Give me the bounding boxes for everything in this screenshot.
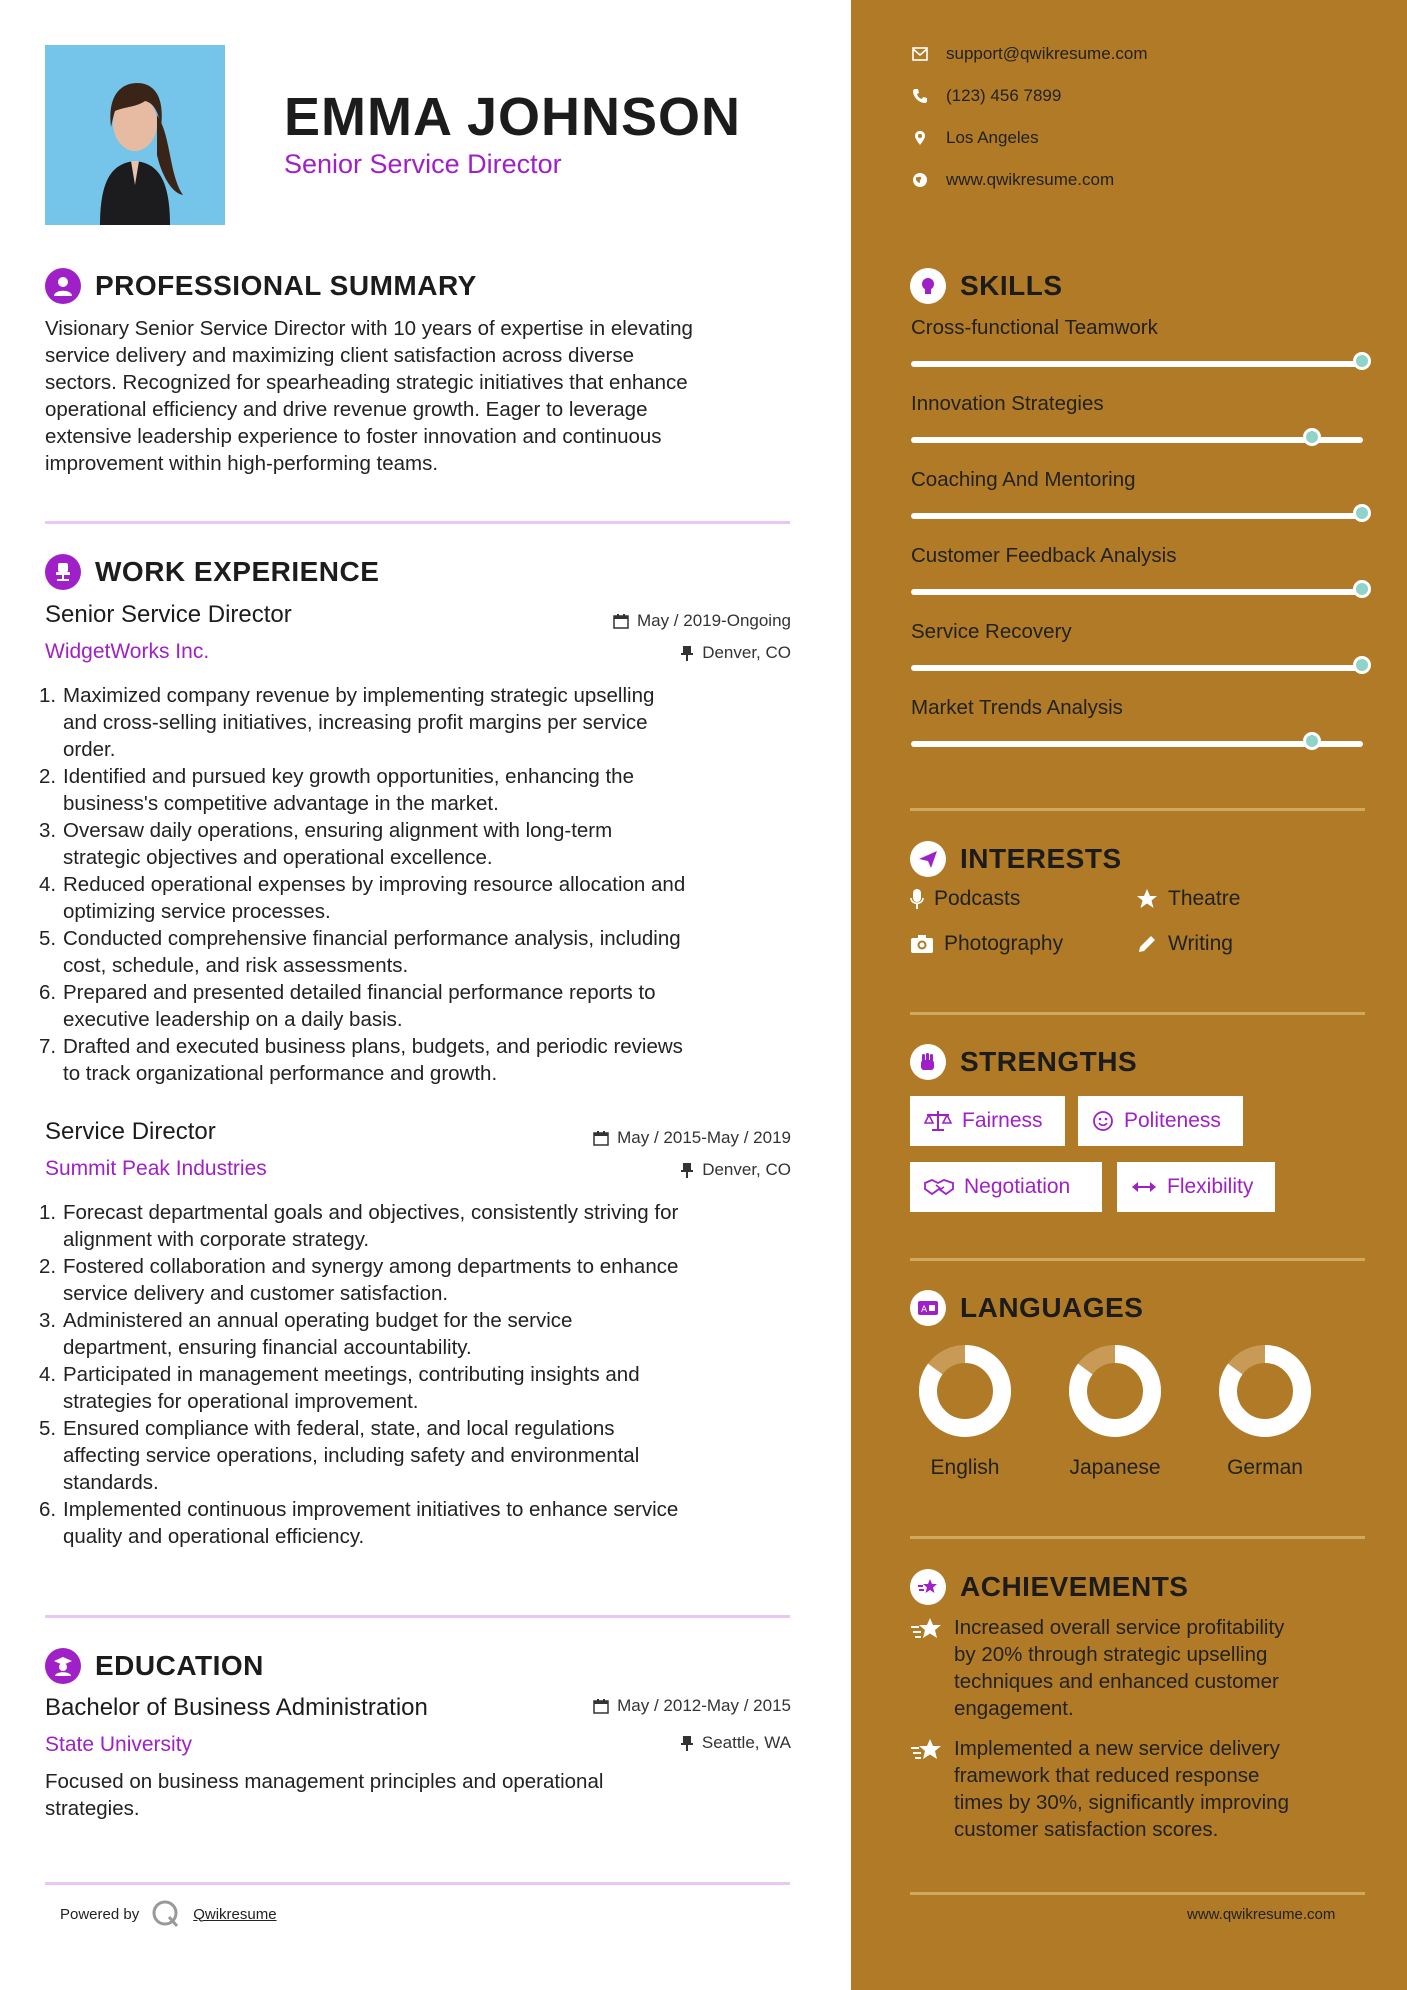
skill-label: Innovation Strategies: [911, 392, 1104, 415]
list-item: 5. Conducted comprehensive financial performance analysis, including cost, schedule, and risk assessments.: [45, 925, 825, 979]
skill-bar: [911, 741, 1363, 747]
contact-text: (123) 456 7899: [946, 86, 1062, 105]
achievement-line: by 20% through strategic upselling: [954, 1643, 1268, 1666]
calendar-icon: [613, 613, 629, 629]
skill-label: Market Trends Analysis: [911, 696, 1123, 719]
user-icon: [45, 268, 81, 304]
contact-text: www.qwikresume.com: [946, 170, 1115, 189]
list-item: 2. Identified and pursued key growth opportunities, enhancing the business's competitive advantage in the market.: [45, 763, 825, 817]
achievement-line: Increased overall service profitability: [954, 1616, 1285, 1639]
list-line: order.: [63, 738, 116, 761]
skill-label: Coaching And Mentoring: [911, 468, 1136, 491]
job-company: Summit Peak Industries: [45, 1157, 267, 1180]
achievement-text: [954, 1614, 1354, 1722]
list-item: 5. Ensured compliance with federal, state, and local regulations affecting service operations, including safety and environmental standards.: [45, 1415, 825, 1496]
pushpin-icon: [680, 1735, 694, 1751]
achievement-text: [954, 1735, 1354, 1843]
strengths-heading: [910, 1044, 1137, 1080]
job-date: [593, 1128, 791, 1148]
achievement-item: [910, 1614, 1354, 1722]
achievement-line: Implemented a new service delivery: [954, 1737, 1280, 1760]
skill-bar: [911, 437, 1363, 443]
pushpin-icon: [680, 1162, 694, 1178]
list-line: Drafted and executed business plans, budgets, and periodic reviews: [63, 1035, 683, 1058]
globe-icon: [912, 172, 928, 188]
list-line: Fostered collaboration and synergy among departments to enhance: [63, 1255, 679, 1278]
school-name: State University: [45, 1733, 193, 1756]
achievement-line: engagement.: [954, 1697, 1074, 1720]
star-icon: [1136, 888, 1158, 910]
list-line: business's competitive advantage in the market.: [63, 792, 499, 815]
skills-heading: [910, 268, 1063, 304]
language-ring: [917, 1343, 1013, 1439]
divider: [910, 1012, 1365, 1015]
achievements-heading: [910, 1569, 1188, 1605]
list-item: 3. Oversaw daily operations, ensuring alignment with long-term strategic objectives and operational excellence.: [45, 817, 825, 871]
language-item: [1055, 1343, 1175, 1480]
skill-bar: [911, 361, 1363, 367]
list-line: Oversaw daily operations, ensuring alignment with long-term: [63, 819, 613, 842]
education-location-text: Seattle, WA: [701, 1733, 791, 1752]
section-title: PROFESSIONAL SUMMARY: [95, 270, 477, 301]
divider: [910, 808, 1365, 811]
job-company: WidgetWorks Inc.: [45, 640, 210, 663]
language-item: [1205, 1343, 1325, 1480]
powered-by: [60, 1899, 277, 1929]
skill-level-knob[interactable]: [1353, 580, 1371, 598]
list-item: 2. Fostered collaboration and synergy among departments to enhance service delivery and customer satisfaction.: [45, 1253, 825, 1307]
strength-tag: [910, 1162, 1102, 1212]
footer-website[interactable]: www.qwikresume.com: [1187, 1906, 1336, 1923]
language-label: German: [1227, 1456, 1303, 1479]
list-line: Participated in management meetings, contributing insights and: [63, 1363, 640, 1386]
strength-tag: [1117, 1162, 1275, 1212]
skill-label: Cross-functional Teamwork: [911, 316, 1158, 339]
strength-label: Fairness: [962, 1109, 1043, 1132]
summary-heading: [45, 268, 477, 304]
list-item: 6. Prepared and presented detailed financial performance reports to executive leadership on a daily basis.: [45, 979, 825, 1033]
job-location: [680, 1160, 791, 1180]
list-item: 4. Participated in management meetings, contributing insights and strategies for operational improvement.: [45, 1361, 825, 1415]
interest-label: Theatre: [1168, 887, 1241, 910]
job-location-text: Denver, CO: [702, 643, 791, 662]
interest-label: Podcasts: [934, 887, 1021, 910]
list-line: to track organizational performance and growth.: [63, 1062, 498, 1085]
job-date-text: May / 2015-May / 2019: [617, 1128, 791, 1147]
interest-item: [1136, 932, 1233, 956]
achievement-line: techniques and enhanced customer: [954, 1670, 1279, 1693]
list-line: executive leadership on a daily basis.: [63, 1008, 403, 1031]
achievement-line: framework that reduced response: [954, 1764, 1260, 1787]
calendar-icon: [593, 1130, 609, 1146]
list-item: 1. Forecast departmental goals and objectives, consistently striving for alignment with corporate strategy.: [45, 1199, 825, 1253]
job-date: [613, 611, 791, 631]
divider: [910, 1536, 1365, 1539]
handshake-icon: [924, 1177, 954, 1197]
contact-location: [912, 128, 1039, 148]
summary-line: operational efficiency and drive revenue growth. Eager to leverage: [45, 398, 648, 421]
pushpin-icon: [680, 645, 694, 661]
section-title: EDUCATION: [95, 1650, 264, 1681]
job-location-text: Denver, CO: [702, 1160, 791, 1179]
list-line: strategic objectives and operational excellence.: [63, 846, 493, 869]
section-title: LANGUAGES: [960, 1292, 1144, 1323]
list-line: Conducted comprehensive financial performance analysis, including: [63, 927, 681, 950]
list-line: cost, schedule, and risk assessments.: [63, 954, 409, 977]
list-line: affecting service operations, including safety and environmental: [63, 1444, 640, 1467]
achievement-item: [910, 1735, 1354, 1843]
contact-email: [912, 44, 1148, 64]
language-label: Japanese: [1069, 1456, 1161, 1479]
list-line: and cross-selling initiatives, increasing profit margins per service: [63, 711, 648, 734]
strength-tag: [1078, 1096, 1243, 1146]
section-title: STRENGTHS: [960, 1046, 1138, 1077]
list-item: 1. Maximized company revenue by implementing strategic upselling and cross-selling initiatives, increasing profit margins per service order.: [45, 682, 825, 763]
shooting-star-icon: [910, 1735, 944, 1765]
microphone-icon: [910, 888, 924, 910]
contact-phone: [912, 86, 1061, 106]
section-title: ACHIEVEMENTS: [960, 1571, 1189, 1602]
interest-item: [910, 887, 1020, 911]
interest-item: [910, 932, 1063, 956]
summary-line: extensive leadership experience to foster innovation and continuous: [45, 425, 662, 448]
fist-icon: [910, 1044, 946, 1080]
scale-icon: [924, 1110, 952, 1132]
svg-text:A: A: [921, 1305, 928, 1315]
interest-label: Writing: [1168, 932, 1233, 955]
list-item: 7. Drafted and executed business plans, budgets, and periodic reviews to track organizational performance and growth.: [45, 1033, 825, 1087]
achievement-line: times by 30%, significantly improving: [954, 1791, 1289, 1814]
list-line: Administered an annual operating budget for the service: [63, 1309, 573, 1332]
summary-line: improvement within high-performing teams.: [45, 452, 439, 475]
job-duties: [39, 682, 825, 1087]
list-line: Maximized company revenue by implementing strategic upselling: [63, 684, 655, 707]
language-item: [905, 1343, 1025, 1480]
list-item: 6. Implemented continuous improvement initiatives to enhance service quality and operational efficiency.: [45, 1496, 825, 1550]
list-line: service delivery and customer satisfaction.: [63, 1282, 449, 1305]
divider: [910, 1258, 1365, 1261]
achievement-line: customer satisfaction scores.: [954, 1818, 1219, 1841]
summary-line: Visionary Senior Service Director with 10 years of expertise in elevating: [45, 317, 693, 340]
section-title: SKILLS: [960, 270, 1063, 301]
strength-label: Politeness: [1124, 1109, 1221, 1132]
paper-plane-icon: [910, 841, 946, 877]
education-line: Focused on business management principles and operational: [45, 1770, 604, 1793]
camera-icon: [910, 934, 934, 954]
list-line: Ensured compliance with federal, state, and local regulations: [63, 1417, 615, 1440]
list-line: Reduced operational expenses by improving resource allocation and: [63, 873, 686, 896]
shooting-star-icon: [910, 1569, 946, 1605]
list-line: strategies for operational improvement.: [63, 1390, 419, 1413]
divider: [45, 521, 790, 524]
strength-label: Negotiation: [964, 1175, 1071, 1198]
qwikresume-link[interactable]: Qwikresume: [193, 1905, 277, 1923]
list-line: optimizing service processes.: [63, 900, 331, 923]
shooting-star-icon: [910, 1614, 944, 1644]
skill-bar: [911, 589, 1363, 595]
language-ring: [1217, 1343, 1313, 1439]
education-date: [593, 1696, 791, 1716]
graduate-icon: [45, 1648, 81, 1684]
divider: [910, 1892, 1365, 1895]
map-pin-icon: [912, 130, 928, 146]
job-location: [680, 643, 791, 663]
contact-text: support@qwikresume.com: [946, 44, 1148, 63]
skill-label: Customer Feedback Analysis: [911, 544, 1177, 567]
calendar-icon: [593, 1698, 609, 1714]
list-line: Forecast departmental goals and objectives, consistently striving for: [63, 1201, 679, 1224]
experience-heading: [45, 554, 379, 590]
languages-heading: [910, 1290, 1143, 1326]
interest-label: Photography: [944, 932, 1064, 955]
language-label: English: [930, 1456, 1000, 1479]
job-duties: [39, 1199, 825, 1550]
summary-line: sectors. Recognized for spearheading strategic initiatives that enhance: [45, 371, 688, 394]
education-description: [45, 1768, 825, 1822]
list-line: Identified and pursued key growth opportunities, enhancing the: [63, 765, 634, 788]
profile-photo: [45, 45, 225, 225]
job-title: Service Director: [45, 1118, 216, 1145]
language-ring: [1067, 1343, 1163, 1439]
skill-label: Service Recovery: [911, 620, 1072, 643]
degree-title: Bachelor of Business Administration: [45, 1694, 428, 1721]
list-line: Implemented continuous improvement initiatives to enhance service: [63, 1498, 679, 1521]
smile-icon: [1092, 1110, 1114, 1132]
section-title: WORK EXPERIENCE: [95, 556, 380, 587]
education-line: strategies.: [45, 1797, 140, 1820]
job-date-text: May / 2019-Ongoing: [636, 611, 791, 630]
skill-bar: [911, 513, 1363, 519]
section-title: INTERESTS: [960, 843, 1122, 874]
education-heading: [45, 1648, 264, 1684]
chair-icon: [45, 554, 81, 590]
list-line: department, ensuring financial accountability.: [63, 1336, 472, 1359]
strength-label: Flexibility: [1167, 1175, 1254, 1198]
pencil-icon: [1136, 933, 1158, 955]
strength-tag: [910, 1096, 1065, 1146]
job-title: Senior Service Director: [45, 601, 292, 628]
list-item: 3. Administered an annual operating budget for the service department, ensuring financial accountability.: [45, 1307, 825, 1361]
skill-level-knob[interactable]: [1353, 504, 1371, 522]
interest-item: [1136, 887, 1240, 911]
candidate-title: Senior Service Director: [284, 149, 562, 179]
translate-icon: [910, 1290, 946, 1326]
divider: [45, 1882, 790, 1885]
list-line: Prepared and presented detailed financial performance reports to: [63, 981, 656, 1004]
phone-icon: [912, 88, 928, 104]
list-line: standards.: [63, 1471, 159, 1494]
divider: [45, 1615, 790, 1618]
education-date-text: May / 2012-May / 2015: [617, 1696, 791, 1715]
skill-bar: [911, 665, 1363, 671]
qwikresume-logo-icon: [151, 1899, 181, 1929]
lightbulb-icon: [910, 268, 946, 304]
summary-line: service delivery and maximizing client satisfaction across diverse: [45, 344, 635, 367]
contact-text: Los Angeles: [946, 128, 1039, 147]
list-line: quality and operational efficiency.: [63, 1525, 365, 1548]
interests-heading: [910, 841, 1122, 877]
skill-level-knob[interactable]: [1353, 656, 1371, 674]
list-line: alignment with corporate strategy.: [63, 1228, 370, 1251]
list-item: 4. Reduced operational expenses by improving resource allocation and optimizing service processes.: [45, 871, 825, 925]
powered-by-label: Powered by: [60, 1905, 140, 1923]
summary-text: [45, 315, 825, 477]
envelope-icon: [912, 47, 928, 61]
arrows-horizontal-icon: [1131, 1180, 1157, 1194]
skill-level-knob[interactable]: [1353, 352, 1371, 370]
contact-website: [912, 170, 1114, 190]
education-location: [680, 1733, 791, 1753]
candidate-name: EMMA JOHNSON: [284, 87, 742, 147]
